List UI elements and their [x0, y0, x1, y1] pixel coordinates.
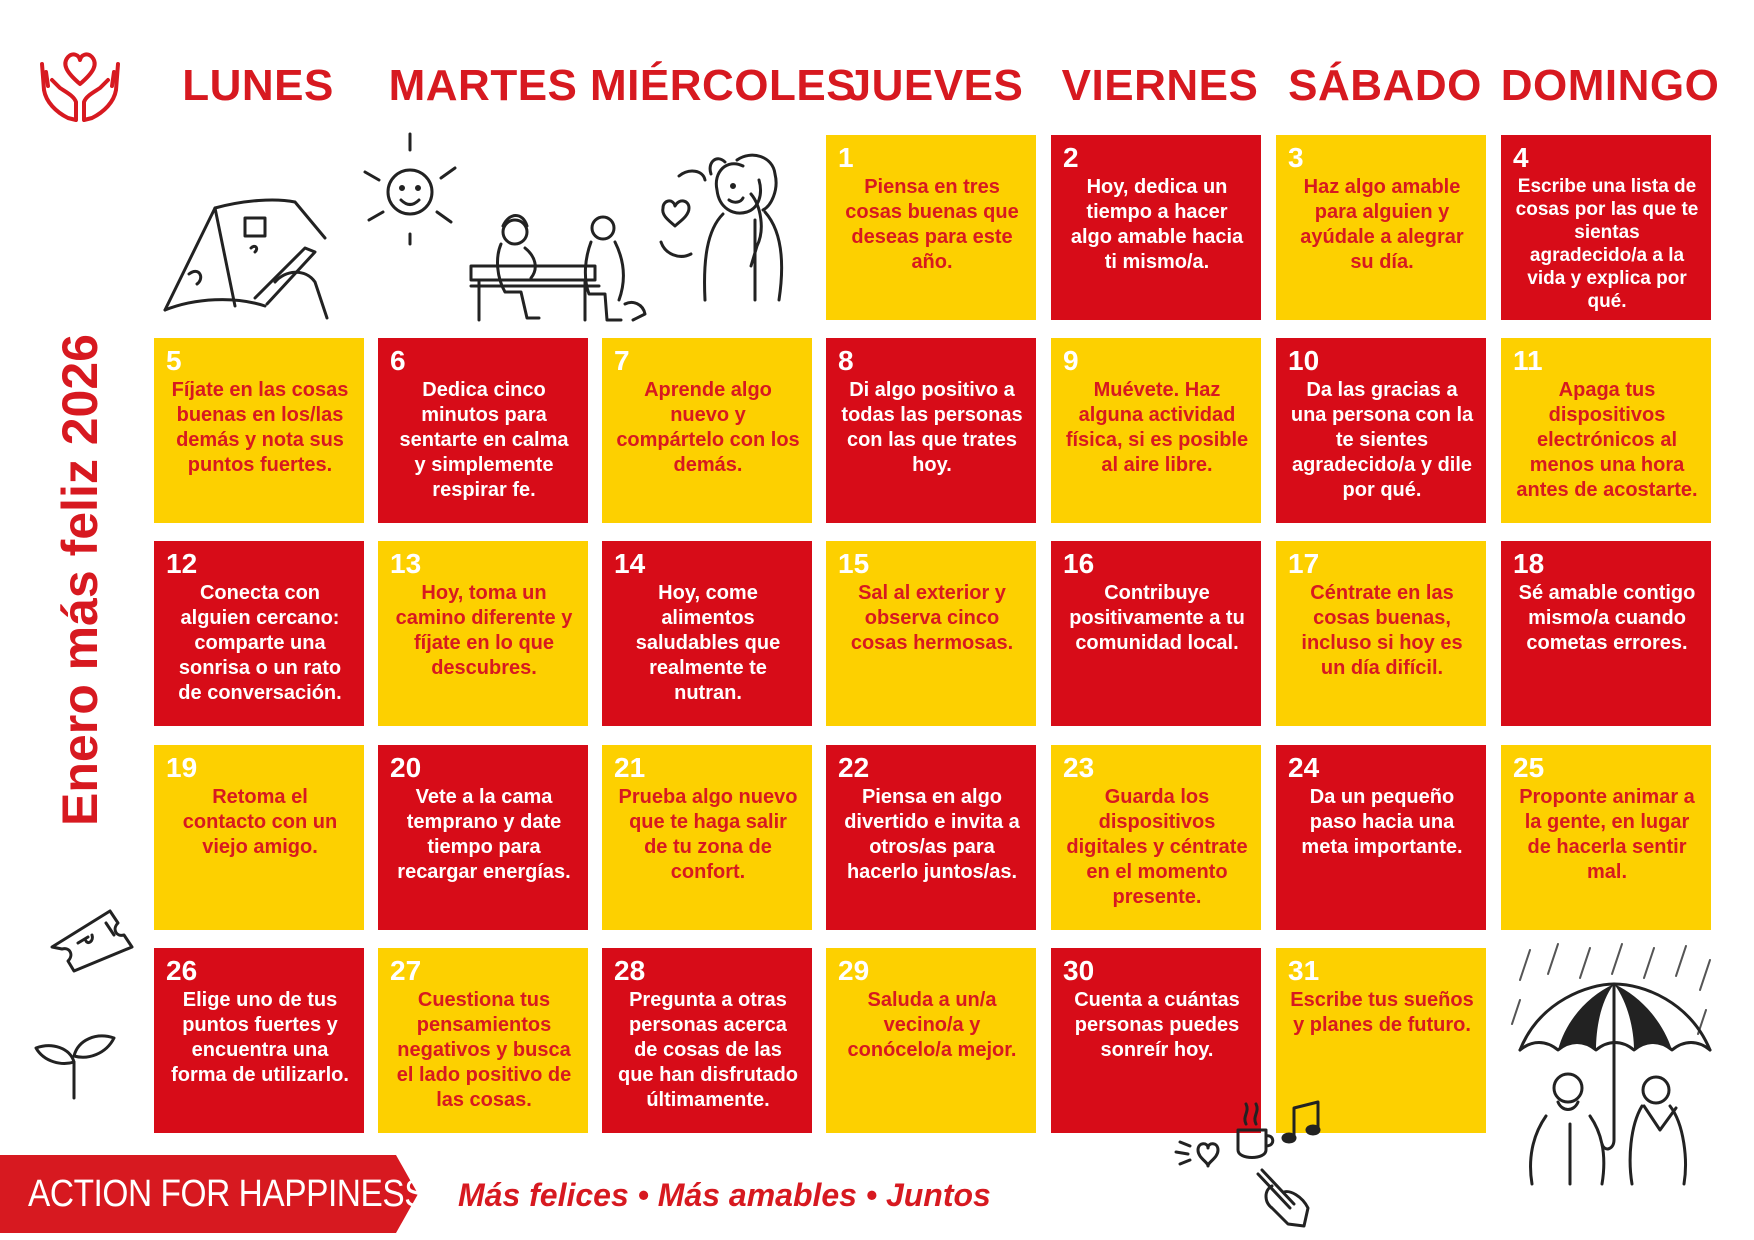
drawing-hand-icon: [155, 178, 335, 326]
day-cell-22: [826, 745, 1036, 930]
day-cell-24: [1276, 745, 1486, 930]
day-cell-18: [1501, 541, 1711, 726]
day-activity: Proponte animar a la gente, en lugar de hacerla sentir mal.: [1519, 786, 1695, 883]
day-activity: Elige uno de tus puntos fuertes y encuentra una forma de utilizarlo.: [171, 989, 349, 1086]
day-number: 19: [166, 752, 198, 783]
day-number: 6: [390, 345, 406, 376]
day-number: 28: [614, 955, 646, 986]
day-number: 5: [166, 345, 182, 376]
brand-name: ACTION FOR HAPPINESS: [28, 1173, 427, 1215]
bench-friends-icon: [465, 208, 655, 328]
day-activity: Retoma el contacto con un viejo amigo.: [182, 786, 338, 858]
day-number: 7: [614, 345, 630, 376]
day-cell-28: [602, 948, 812, 1133]
day-cell-15: [826, 541, 1036, 726]
day-cell-25: [1501, 745, 1711, 930]
day-activity: Guarda los dispositivos digitales y céntrate en el momento presente.: [1066, 786, 1248, 908]
day-cell-16: [1051, 541, 1261, 726]
day-activity: Haz algo amable para alguien y ayúdale a alegrar su día.: [1300, 176, 1464, 273]
day-number: 16: [1063, 548, 1095, 579]
day-cell-20: [378, 745, 588, 930]
day-number: 20: [390, 752, 422, 783]
day-number: 1: [838, 142, 854, 173]
day-cell-11: [1501, 338, 1711, 523]
day-number: 22: [838, 752, 870, 783]
month-title: Enero más feliz 2026: [52, 334, 108, 826]
weekday-monday: LUNES: [182, 61, 334, 110]
day-activity: Escribe tus sueños y planes de futuro.: [1290, 989, 1474, 1036]
day-cell-12: [154, 541, 364, 726]
day-number: 29: [838, 955, 870, 986]
day-activity: Cuestiona tus pensamientos negativos y busca el lado positivo de las cosas.: [396, 989, 572, 1111]
weekday-saturday: SÁBADO: [1288, 61, 1482, 110]
day-activity: Conecta con alguien cercano: comparte una sonrisa o un rato de conversación.: [178, 582, 342, 704]
ticket-icon: [48, 905, 138, 975]
phone-call-icon: [655, 150, 815, 305]
day-activity: Di algo positivo a todas las personas con las que trates hoy.: [841, 379, 1023, 476]
day-activity: Dedica cinco minutos para sentarte en calma y simplemente respirar fe.: [399, 379, 569, 501]
day-number: 9: [1063, 345, 1079, 376]
coffee-music-icon: [1168, 1090, 1334, 1230]
day-number: 18: [1513, 548, 1545, 579]
day-number: 11: [1513, 345, 1543, 376]
day-cell-19: [154, 745, 364, 930]
day-number: 13: [390, 548, 422, 579]
day-activity: Cuenta a cuántas personas puedes sonreír hoy.: [1074, 989, 1240, 1061]
day-cell-29: [826, 948, 1036, 1133]
day-cell-1: [826, 135, 1036, 320]
day-cell-13: [378, 541, 588, 726]
day-activity: Piensa en tres cosas buenas que deseas para este año.: [845, 176, 1019, 273]
day-number: 8: [838, 345, 854, 376]
day-activity: Hoy, toma un camino diferente y fíjate en lo que descubres.: [395, 582, 573, 679]
day-cell-26: [154, 948, 364, 1133]
sprout-icon: [30, 1022, 120, 1102]
weekday-friday: VIERNES: [1061, 61, 1259, 110]
day-number: 4: [1513, 142, 1529, 173]
day-cell-14: [602, 541, 812, 726]
day-activity: Prueba algo nuevo que te haga salir de tu zona de confort.: [618, 786, 798, 883]
day-cell-6: [378, 338, 588, 523]
day-cell-7: [602, 338, 812, 523]
day-cell-27: [378, 948, 588, 1133]
day-activity: Vete a la cama temprano y date tiempo para recargar energías.: [397, 786, 571, 883]
day-cell-10: [1276, 338, 1486, 523]
day-number: 25: [1513, 752, 1545, 783]
day-activity: Céntrate en las cosas buenas, incluso si hoy es un día difícil.: [1301, 582, 1463, 679]
day-number: 12: [166, 548, 198, 579]
day-activity: Contribuye positivamente a tu comunidad local.: [1069, 582, 1245, 654]
day-number: 15: [838, 548, 870, 579]
day-cell-3: [1276, 135, 1486, 320]
day-number: 27: [390, 955, 422, 986]
sun-face-icon: [355, 130, 465, 248]
day-cell-17: [1276, 541, 1486, 726]
day-cell-8: [826, 338, 1036, 523]
day-activity: Da un pequeño paso hacia una meta importante.: [1301, 786, 1463, 858]
day-number: 17: [1288, 548, 1320, 579]
day-number: 14: [614, 548, 646, 579]
day-number: 30: [1063, 955, 1095, 986]
day-activity: Piensa en algo divertido e invita a otros/as para hacerlo juntos/as.: [844, 786, 1020, 883]
umbrella-rain-icon: [1510, 940, 1720, 1190]
weekday-tuesday: MARTES: [388, 61, 578, 110]
day-cell-2: [1051, 135, 1261, 320]
day-activity: Sé amable contigo mismo/a cuando cometas errores.: [1518, 582, 1696, 654]
day-activity: Fíjate en las cosas buenas en los/las demás y nota sus puntos fuertes.: [171, 379, 349, 476]
day-activity: Escribe una lista de cosas por las que te sientas agradecido/a a la vida y explica por qué.: [1515, 176, 1699, 312]
day-number: 23: [1063, 752, 1095, 783]
day-number: 21: [614, 752, 646, 783]
day-cell-5: [154, 338, 364, 523]
day-cell-4: [1501, 135, 1711, 320]
day-cell-9: [1051, 338, 1261, 523]
day-number: 24: [1288, 752, 1320, 783]
day-activity: Pregunta a otras personas acerca de cosas de las que han disfrutado últimamente.: [618, 989, 798, 1111]
day-activity: Apaga tus dispositivos electrónicos al menos una hora antes de acostarte.: [1516, 379, 1698, 501]
day-number: 2: [1063, 142, 1079, 173]
day-cell-21: [602, 745, 812, 930]
weekday-wednesday: MIÉRCOLES: [590, 61, 857, 110]
day-activity: Saluda a un/a vecino/a y conócelo/a mejor.: [847, 989, 1017, 1061]
day-activity: Hoy, come alimentos saludables que realmente te nutran.: [635, 582, 781, 704]
day-number: 3: [1288, 142, 1304, 173]
weekday-thursday: JUEVES: [846, 61, 1024, 110]
tagline: Más felices • Más amables • Juntos: [458, 1177, 991, 1213]
day-cell-23: [1051, 745, 1261, 930]
day-number: 26: [166, 955, 198, 986]
day-number: 10: [1288, 345, 1320, 376]
day-activity: Aprende algo nuevo y compártelo con los demás.: [616, 379, 800, 476]
day-activity: Muévete. Haz alguna actividad física, si es posible al aire libre.: [1065, 379, 1249, 476]
day-activity: Hoy, dedica un tiempo a hacer algo amable hacia ti mismo/a.: [1070, 176, 1244, 273]
day-activity: Da las gracias a una persona con la te sientes agradecido/a y dile por qué.: [1290, 379, 1474, 501]
hands-heart-icon: [36, 44, 124, 126]
brand-banner: [0, 1155, 427, 1233]
day-number: 31: [1288, 955, 1320, 986]
weekday-sunday: DOMINGO: [1500, 61, 1720, 110]
day-activity: Sal al exterior y observa cinco cosas hermosas.: [850, 582, 1014, 654]
